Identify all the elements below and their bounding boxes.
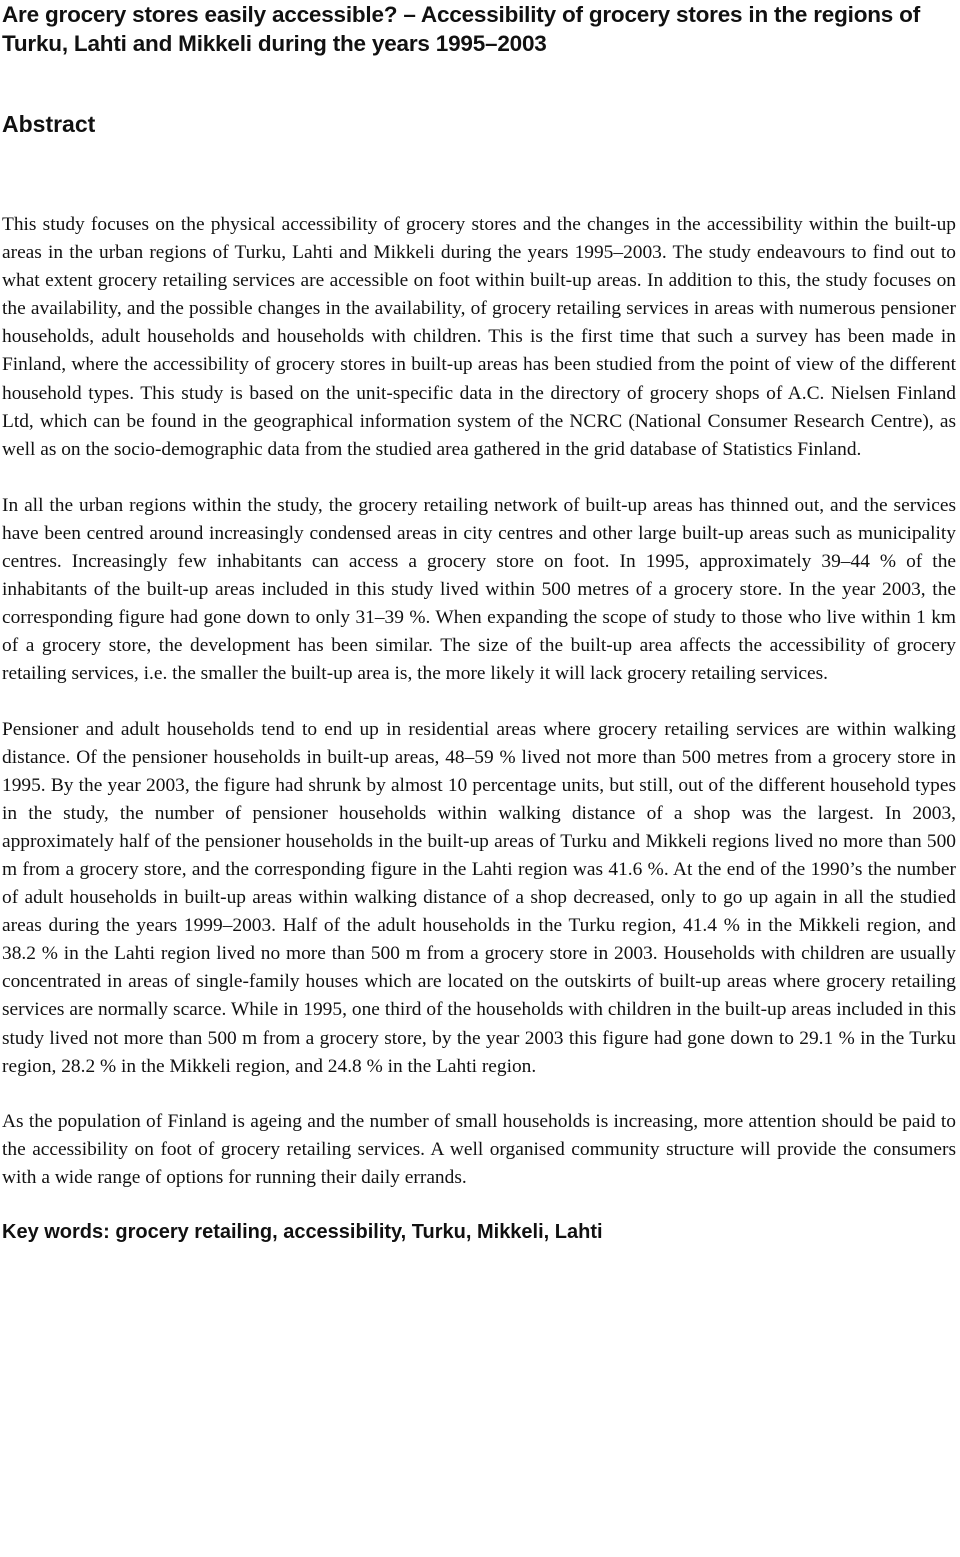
abstract-paragraph-3: Pensioner and adult households tend to end up in residential areas where grocery retailing services are within walking distance. Of the pensioner households in built-up areas, 48–59 % lived not more than 500 metres from a grocery store in 1995. By the year 2003, the figure had shrunk by almost 10 percentage units, but still, out of the different household types in the study, the number of pensioner households within walking distance of a shop was the largest. In 2003, approximately half of the pensioner households in the built-up areas of Turku and Mikkeli regions lived no more than 500 m from a grocery store, and the corresponding figure in the Lahti region was 41.6 %. At the end of the 1990’s the number of adult households in built-up areas within walking distance of a shop decreased, only to go up again in all the studied areas during the years 1999–2003. Half of the adult households in the Turku region, 41.4 % in the Mikkeli region, and 38.2 % in the Lahti region lived no more than 500 m from a grocery store in 2003. Households with children are usually concentrated in areas of single-family houses which are located on the outskirts of built-up areas where grocery retailing services are normally scarce. While in 1995, one third of the households with children in the built-up areas included in this study lived not more than 500 m from a grocery store, by the year 2003 this figure had gone down to 29.1 % in the Turku region, 28.2 % in the Mikkeli region, and 24.8 % in the Lahti region. (2, 718, 956, 1077)
abstract-paragraph-1: This study focuses on the physical accessibility of grocery stores and the changes in the accessibility within the built-up areas in the urban regions of Turku, Lahti and Mikkeli during the years 1995–2003. The study endeavours to find out to what extent grocery retailing services are accessible on foot within built-up areas. In addition to this, the study focuses on the availability, and the possible changes in the availability, of grocery retailing services in areas with numerous pensioner households, adult households and households with children. This is the first time that such a survey has been made in Finland, where the accessibility of grocery stores in built-up areas has been studied from the point of view of the different household types. This study is based on the unit-specific data in the directory of grocery shops of A.C. Nielsen Finland Ltd, which can be found in the geographical information system of the NCRC (National Consumer Research Centre), as well as on the socio-demographic data from the studied area gathered in the grid database of Statistics Finland. (2, 214, 956, 460)
paper-title: Are grocery stores easily accessible? – Accessibility of grocery stores in the regions of Turku, Lahti and Mikkeli during the years 1995–2003 (2, 2, 921, 56)
keywords: Key words: grocery retailing, accessibility, Turku, Mikkeli, Lahti (2, 1221, 603, 1243)
abstract-body (2, 211, 956, 1192)
abstract-heading: Abstract (2, 111, 96, 137)
abstract-paragraph-4: As the population of Finland is ageing and the number of small households is increasing, more attention should be paid to the accessibility on foot of grocery retailing services. A well organised community structure will provide the consumers with a wide range of options for running their daily errands. (2, 1110, 956, 1188)
abstract-paragraph-2: In all the urban regions within the study, the grocery retailing network of built-up areas has thinned out, and the services have been centred around increasingly condensed areas in city centres and other large built-up areas such as municipality centres. Increasingly few inhabitants can access a grocery store on foot. In 1995, approximately 39–44 % of the inhabitants of the built-up areas included in this study lived within 500 metres of a grocery store. In the year 2003, the corresponding figure had gone down to only 31–39 %. When expanding the scope of study to those who live within 1 km of a grocery store, the development has been similar. The size of the built-up area affects the accessibility of grocery retailing services, i.e. the smaller the built-up area is, the more likely it will lack grocery retailing services. (2, 494, 956, 685)
